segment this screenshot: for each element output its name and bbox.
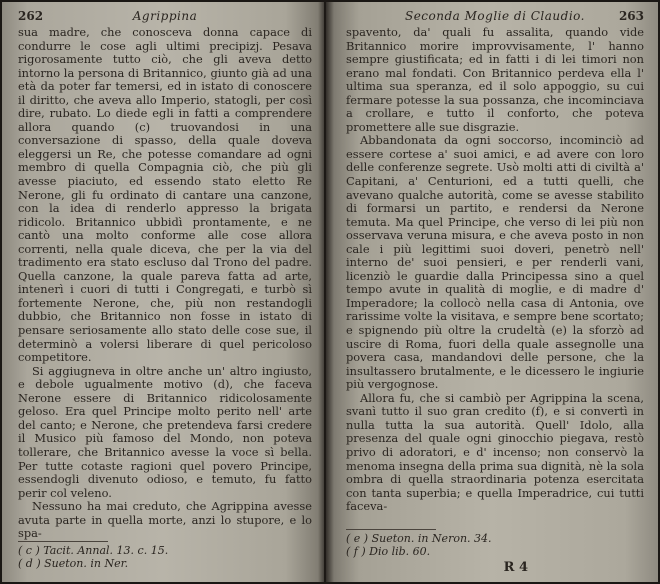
right-footnotes [346,532,646,558]
right-running-head: Seconda Moglie di Claudio. [404,9,585,23]
left-page-number: 262 [18,9,44,23]
left-footnote-d: ( d ) Sueton. in Ner. [18,557,129,570]
right-footnote-rule [346,529,436,530]
left-footnotes [18,544,312,570]
left-paragraph-1: sua madre, che conosceva donna capace di condurre le cose agli ultimi precipizj. Pesava rigorosamente tutto ciò, che gli aveva detto intorno la persona di Britannico, giunto già ad una età da poter far temersi, ed in istato di conoscere il diritto, che aveva allo Imperio, statogli, per così dire, rubato. Lo diede egli in fatti a comprendere allora quando (c) truovandosi in una conversazione di spasso, della quale doveva eleggersi un Re, che potesse comandare ad ogni membro di quella Compagnia ciò, che più gli avesse piaciuto, ed essendo stato eletto Re Nerone, gli fu ordinato di cantare una canzone, con la idea di renderlo appresso la brigata ridicolo. Britannico ubbidì prontamente, e ne cantò una molto conforme alle cose allora correnti, nella quale diceva, che per la via del tradimento era stato escluso dal Trono del padre. Quella canzone, la quale pareva fatta ad arte, intenerì i cuori di tutti i Congregati, e turbò sì fortemente Nerone, che, più non restandogli dubbio, che Britannico non fosse in istato di pensare seriosamente allo stato delle cose sue, il determinò a volersi liberare di quel pericoloso competitore. [18,25,312,365]
left-footnote-rule [18,541,108,542]
left-page [2,2,324,582]
book-gutter [318,0,334,584]
left-page-header [18,8,312,24]
right-page [326,2,658,582]
signature-mark: R 4 [503,560,528,575]
right-page-header [346,8,644,24]
left-paragraph-3: Nessuno ha mai creduto, che Agrippina avesse avuta parte in quella morte, anzi lo stupore, e lo spa- [18,499,312,541]
right-paragraph-1: spavento, da' quali fu assalita, quando vide Britannico morire improvvisamente, l' hanno sempre giustificata; ed in fatti i di lei timori non erano mal fondati. Con Britannico perdeva ella l' ultima sua speranza, ed il solo appoggio, su cui fermare potesse la sua possanza, che incominciava a crollare, e tutto il conforto, che poteva promettere alle sue disgrazie. [346,25,644,134]
right-footnote-f: ( f ) Dio lib. 60. [346,545,431,558]
left-page-body [18,26,312,541]
left-paragraph-2: Si aggiugneva in oltre anche un' altro ingiusto, e debole ugualmente motivo (d), che faceva Nerone essere di Britannico ridicolosamente geloso. Era quel Principe molto perito nell' arte del canto; e Nerone, che pretendeva farsi credere il Musico più famoso del Mondo, non poteva tollerare, che Britannico avesse la voce sì bella. Per tutte cotaste ragioni quel povero Principe, essendogli divenuto odioso, e temuto, fu fatto perir col veleno. [18,363,312,500]
right-footnote-e: ( e ) Sueton. in Neron. 34. [346,532,492,545]
right-page-body [346,26,644,514]
right-paragraph-3: Allora fu, che si cambiò per Agrippina la scena, svanì tutto il suo gran credito (f), e si convertì in nulla tutta la sua autorità. Quell' Idolo, alla presenza del quale ogni ginocchio piegava, restò privo di adoratori, e d' incenso; non conservò la menoma insegna della prima sua dignità, nè la sola ombra di quella straordinaria potenza esercitata con tanta superbia; e quella Imperadrice, cui tutti faceva- [346,390,644,514]
right-page-number: 263 [618,9,644,23]
left-footnote-c: ( c ) Tacit. Annal. 13. c. 15. [18,544,169,557]
left-running-head: Agrippina [132,9,198,23]
right-paragraph-2: Abbandonata da ogni soccorso, incominciò ad essere cortese a' suoi amici, e ad avere con loro delle conferenze segrete. Usò molti atti di civiltà a' Capitani, a' Centurioni, ed a tutti quelli, che avevano qualche autorità, come se avesse stabilito di formarsi un partito, e rendersi da Nerone temuta. Ma quel Principe, che verso di lei più non osservava veruna misura, e che aveva posto in non cale i più legittimi suoi doveri, penetrò nell' interno de' suoi pensieri, e per renderli vani, licenziò le guardie dalla Principessa sino a quel tempo avute in qualità di moglie, e di madre d' Imperadore; la collocò nella casa di Antonia, ove rarissime volte la visitava, e sempre bene scortato; e spignendo più oltre la crudeltà (e) la sforzò ad uscire di Roma, fuori della quale assegnolle una povera casa, mandandovi delle persone, che la insultassero brutalmente, e le dicessero le ingiurie più vergognose. [346,133,644,392]
